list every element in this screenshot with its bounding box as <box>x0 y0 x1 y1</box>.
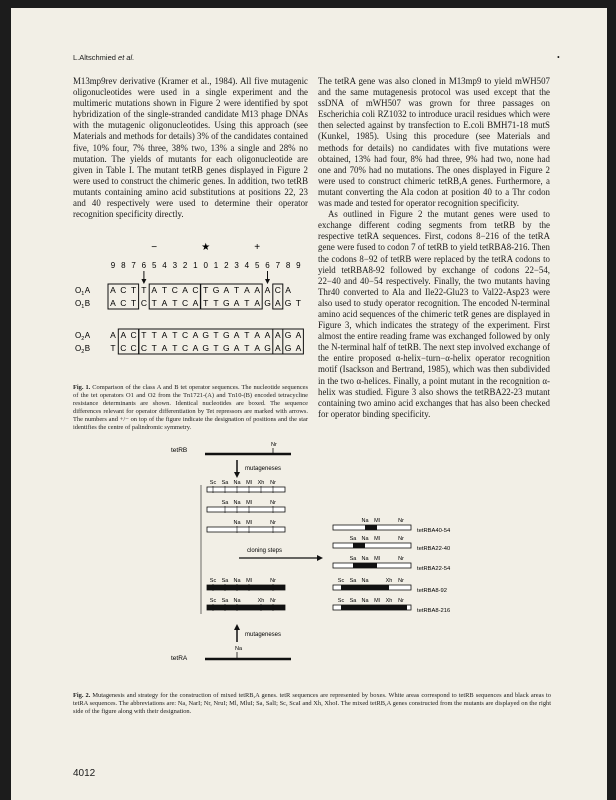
nucleotide: T <box>233 285 240 295</box>
construct-label: tetRBA8-92 <box>417 588 447 594</box>
construct-label: tetRBA22-40 <box>417 546 451 552</box>
nucleotide: A <box>151 285 158 295</box>
nucleotide: C <box>120 298 127 308</box>
nucleotide: C <box>130 330 137 340</box>
left-paragraph-1: M13mp9rev derivative (Kramer et al., 1984). All five mutagenic oligonucleotides were used in a single experiment and the multimeric mutations shown in Figure 2 were identified by spot hybridization of the single-stranded candidate M13 phage DNAs with the mutagenic oligonucleotides. Using this approach (see Materials and methods for details) 3% of the candidates contained five, 10% four, 7% three, 38% two, 13% a single and 28% no mutation. The yields of mutants for each oligonucleotide are given in Table I. The mutant tetRB genes displayed in Figure 2 were used to construct the chimeric genes. In addition, two tetRB mutants containing amino acid substitutions at positions 22, 23 and 40 respectively were used to determine their operator recognition specificity directly. <box>73 76 308 220</box>
construct-label: tetRBA8-216 <box>417 608 451 614</box>
nucleotide: T <box>213 298 219 308</box>
nucleotide: A <box>182 285 188 295</box>
nucleotide: A <box>254 298 261 308</box>
site-ml: Ml <box>374 598 380 604</box>
site-na: Na <box>361 578 369 584</box>
operator-label: $O_1B$ <box>75 299 91 310</box>
site-ml: Ml <box>374 536 380 542</box>
nucleotide: A <box>285 285 291 295</box>
nucleotide: A <box>264 330 271 340</box>
site-nr: Nr <box>398 556 404 562</box>
nucleotide: A <box>254 285 261 295</box>
nucleotide: T <box>110 343 116 353</box>
nucleotide: A <box>233 298 240 308</box>
nucleotide: A <box>110 285 116 295</box>
position-number: 2 <box>224 261 229 270</box>
site-ml: Ml <box>246 500 252 506</box>
site-sa: Sa <box>349 578 357 584</box>
site-nr: Nr <box>398 598 404 604</box>
nucleotide: C <box>120 343 127 353</box>
nucleotide: G <box>222 298 230 308</box>
figure-2-mutagenesis-strategy <box>161 438 471 688</box>
nucleotide: A <box>110 330 116 340</box>
nucleotide: G <box>264 298 271 308</box>
site-nr: Nr <box>270 480 276 486</box>
site-na: Na <box>361 598 369 604</box>
position-number: 8 <box>121 261 126 270</box>
nucleotide: A <box>233 343 240 353</box>
site-sa: Sa <box>221 598 229 604</box>
difference-arrow-head <box>265 279 270 284</box>
nucleotide: G <box>284 343 292 353</box>
nucleotide: C <box>120 285 127 295</box>
nucleotide: A <box>233 330 240 340</box>
nucleotide: A <box>274 343 281 353</box>
construct-label: tetRBA22-54 <box>417 566 451 572</box>
nucleotide: C <box>182 298 189 308</box>
nucleotide: A <box>161 330 168 340</box>
site-nr: Nr <box>398 518 404 524</box>
tetra-segment <box>353 543 365 548</box>
nucleotide: A <box>244 285 250 295</box>
nucleotide: T <box>141 285 147 295</box>
figure-2-caption: Fig. 2. Mutagenesis and strategy for the construction of mixed tetRB,A genes. tetR sequences are represented by boxes. White areas correspond to tetRB sequences and black areas to tetRA sequences. The abbreviations are: Na, NarI; Nr, NruI; Ml, MluI; Sa, SalI; Sc, ScaI and Xh, XhoI. The mixed tetRB,A genes constructed from the mutants are displayed on the right side of the figure along with their designation. <box>73 692 551 716</box>
site-nr: Nr <box>270 578 276 584</box>
nucleotide: C <box>171 285 178 295</box>
nucleotide: A <box>110 298 116 308</box>
identity-box <box>139 329 283 354</box>
right-paragraph-2: As outlined in Figure 2 the mutant genes were used to exchange different coding segments from tetRB by the respective tetRA sequences. First, codons 8−216 of the tetRA gene were fused to codon 7 of tetRB to yield tetRBA8-216. Then the codons 8−92 of tetRB were replaced by the tetRA codons to yield tetRBA8-92 followed by exchange of codons 22−54, 22−40 and 40−54 respectively. Finally, the two mutants having Thr40 converted to Ala and Ile22-Glu23 to Val22-Asp23 were also used to study operator recognition. The encoded N-terminal amino acid sequences of the chimeric tetR genes are displayed in Figure 3, which indicates the strategy of the experiment. First almost the entire reading frame was exchanged followed by only the N-terminal half of tetRB. The next step involved exchange of the entire proposed α-helix−turn−α-helix operator recognition motif (Isackson and Bertrand, 1985), which was then subdivided in the two α-helices. Finally, a point mutant in the recognition α-helix was studied. Figure 3 also shows the tetRBA22-23 mutant containing two amino acid exchanges that has also been checked for operator binding specificity. <box>318 209 550 419</box>
position-number: 9 <box>110 261 116 270</box>
position-number: 5 <box>151 261 157 270</box>
position-number: 4 <box>162 261 167 270</box>
running-header: L.Altschmied et al. <box>73 53 135 62</box>
site-ml: Ml <box>374 556 380 562</box>
operator-label: $O_2B$ <box>75 344 91 355</box>
tetra-label: tetRA <box>171 655 188 662</box>
nucleotide: A <box>295 343 302 353</box>
nucleotide: T <box>244 343 250 353</box>
site-xh: Xh <box>385 598 393 604</box>
site-nr: Nr <box>271 442 277 448</box>
nucleotide: G <box>202 343 210 353</box>
nucleotide: C <box>130 343 137 353</box>
tetra-segment <box>341 605 407 610</box>
nucleotide: A <box>161 343 168 353</box>
nucleotide: T <box>130 285 137 295</box>
site-na: Na <box>233 578 241 584</box>
site-na: Na <box>233 480 241 486</box>
figure-1-operator-sequences <box>73 238 311 378</box>
position-number: 3 <box>234 261 239 270</box>
cloning-arrow-head <box>317 555 323 561</box>
nucleotide: T <box>151 330 157 340</box>
journal-page <box>11 8 607 800</box>
left-column <box>73 76 308 220</box>
mutagenesis-arrow-head <box>234 624 240 630</box>
nucleotide: G <box>212 285 220 295</box>
site-na: Na <box>233 500 241 506</box>
mutagenesis-arrow-head <box>234 472 240 478</box>
position-number: 4 <box>244 261 250 270</box>
page-mark: • <box>557 53 560 62</box>
nucleotide: A <box>274 330 281 340</box>
site-nr: Nr <box>398 536 404 542</box>
position-number: 6 <box>265 261 270 270</box>
tetra-segment <box>341 585 389 590</box>
site-sc: Sc <box>209 598 217 604</box>
nucleotide: T <box>203 285 209 295</box>
position-number: 3 <box>172 261 178 270</box>
nucleotide: A <box>295 330 302 340</box>
identity-box <box>201 284 263 309</box>
site-sa: Sa <box>349 598 357 604</box>
cloning-label: cloning steps <box>247 548 283 554</box>
mutagenesis-top-label: mutageneses <box>245 466 282 472</box>
nucleotide: C <box>274 285 281 295</box>
nucleotide: T <box>161 285 168 295</box>
site-nr: Nr <box>270 500 276 506</box>
tetrb-label: tetRB <box>171 447 188 454</box>
nucleotide: T <box>172 343 178 353</box>
nucleotide: C <box>182 330 189 340</box>
site-na: Na <box>233 520 241 526</box>
nucleotide: A <box>192 343 199 353</box>
difference-arrow-head <box>141 279 146 284</box>
nucleotide: A <box>120 330 127 340</box>
nucleotide: G <box>222 330 230 340</box>
site-xh: Xh <box>257 598 265 604</box>
nucleotide: T <box>151 343 157 353</box>
nucleotide: C <box>182 343 189 353</box>
right-paragraph-1: The tetRA gene was also cloned in M13mp9 to yield mWH507 and the same mutagenesis protocol was used except that the ssDNA of mWH507 was grown for three passages on Escherichia coli RZ1032 to introduce uracil residues which were then selected against by transfection to E.coli BMH71-18 mutS (Kunkel, 1985). Using this procedure (see Materials and methods for details) no candidates with five mutations were obtained, 13% had four, 8% had three, 9% had two, none had one and 70% had no mutations. The ones displayed in Figure 2 were used to construct chimeric tetRB,A genes. Furthermore, a mutant converting the Ala codon at position 40 to a Thr codon was made and tested for operator recognition specificity. <box>318 76 550 209</box>
tetra-segment <box>353 563 377 568</box>
position-number: 5 <box>254 261 260 270</box>
site-sa: Sa <box>349 536 357 542</box>
construct-box <box>333 543 411 548</box>
position-number: 9 <box>296 261 301 270</box>
nucleotide: T <box>203 298 209 308</box>
nucleotide: C <box>192 285 199 295</box>
symmetry-star: ★ <box>201 242 211 253</box>
nucleotide: T <box>244 330 250 340</box>
plus-sign: + <box>254 242 261 253</box>
tetra-segment <box>365 525 377 530</box>
nucleotide: T <box>213 343 219 353</box>
site-na: Na <box>233 598 241 604</box>
site-sa: Sa <box>221 500 229 506</box>
position-number: 8 <box>285 261 291 270</box>
site-xh: Xh <box>385 578 393 584</box>
nucleotide: T <box>130 298 137 308</box>
nucleotide: A <box>161 298 168 308</box>
position-number: 6 <box>141 261 147 270</box>
site-na: Na <box>361 556 369 562</box>
site-sa: Sa <box>221 578 229 584</box>
nucleotide: G <box>222 343 230 353</box>
nucleotide: A <box>254 330 261 340</box>
nucleotide: G <box>202 330 210 340</box>
site-ml: Ml <box>246 480 252 486</box>
nucleotide: G <box>284 298 292 308</box>
mutagenesis-bottom-label: mutageneses <box>245 632 282 638</box>
position-number: 7 <box>131 261 136 270</box>
figure-1-caption: Fig. 1. Comparison of the class A and B tet operator sequences. The nucleotide sequences of the tet operators O1 and O2 from the Tn1721-(A) and Tn10-(B) encoded tetracycline resistance determinants are shown. Identical nucleotides are boxed. The sequence differences relevant for operator differentiation by Tet repressors are marked with arrows. The numbers and +/− on top of the figure indicate the designation of positions and the star identifies the centre of palindromic symmetry. <box>73 384 308 432</box>
site-sa: Sa <box>349 556 357 562</box>
nucleotide: A <box>192 298 199 308</box>
nucleotide: A <box>264 285 271 295</box>
nucleotide: T <box>172 298 178 308</box>
site-sc: Sc <box>337 598 345 604</box>
nucleotide: T <box>151 298 157 308</box>
nucleotide: A <box>254 343 261 353</box>
site-sc: Sc <box>337 578 345 584</box>
construct-label: tetRBA40-54 <box>417 528 451 534</box>
nucleotide: C <box>140 343 147 353</box>
position-number: 1 <box>193 261 198 270</box>
nucleotide: T <box>213 330 219 340</box>
nucleotide: A <box>192 330 199 340</box>
nucleotide: A <box>274 298 281 308</box>
position-number: 7 <box>275 261 281 270</box>
site-na: Na <box>235 646 243 652</box>
nucleotide: T <box>244 298 250 308</box>
nucleotide: A <box>223 285 230 295</box>
site-xh: Xh <box>257 480 265 486</box>
position-number: 0 <box>203 261 208 270</box>
nucleotide: T <box>172 330 178 340</box>
site-nr: Nr <box>270 520 276 526</box>
site-ml: Ml <box>246 520 252 526</box>
site-sc: Sc <box>209 480 217 486</box>
nucleotide: G <box>264 343 271 353</box>
site-ml: Ml <box>374 518 380 524</box>
site-ml: Ml <box>246 578 252 584</box>
nucleotide: T <box>295 298 302 308</box>
site-nr: Nr <box>270 598 276 604</box>
site-sc: Sc <box>209 578 217 584</box>
site-na: Na <box>361 536 369 542</box>
operator-label: $O_2A$ <box>75 331 91 342</box>
minus-sign: − <box>151 242 158 253</box>
nucleotide: G <box>284 330 292 340</box>
nucleotide: C <box>140 298 147 308</box>
right-column <box>318 76 550 420</box>
nucleotide: T <box>141 330 147 340</box>
site-na: Na <box>361 518 369 524</box>
position-number: 1 <box>213 261 219 270</box>
site-sa: Sa <box>221 480 229 486</box>
site-nr: Nr <box>398 578 404 584</box>
page-number: 4012 <box>73 768 96 779</box>
position-number: 2 <box>182 261 188 270</box>
operator-label: $O_1A$ <box>75 286 91 297</box>
